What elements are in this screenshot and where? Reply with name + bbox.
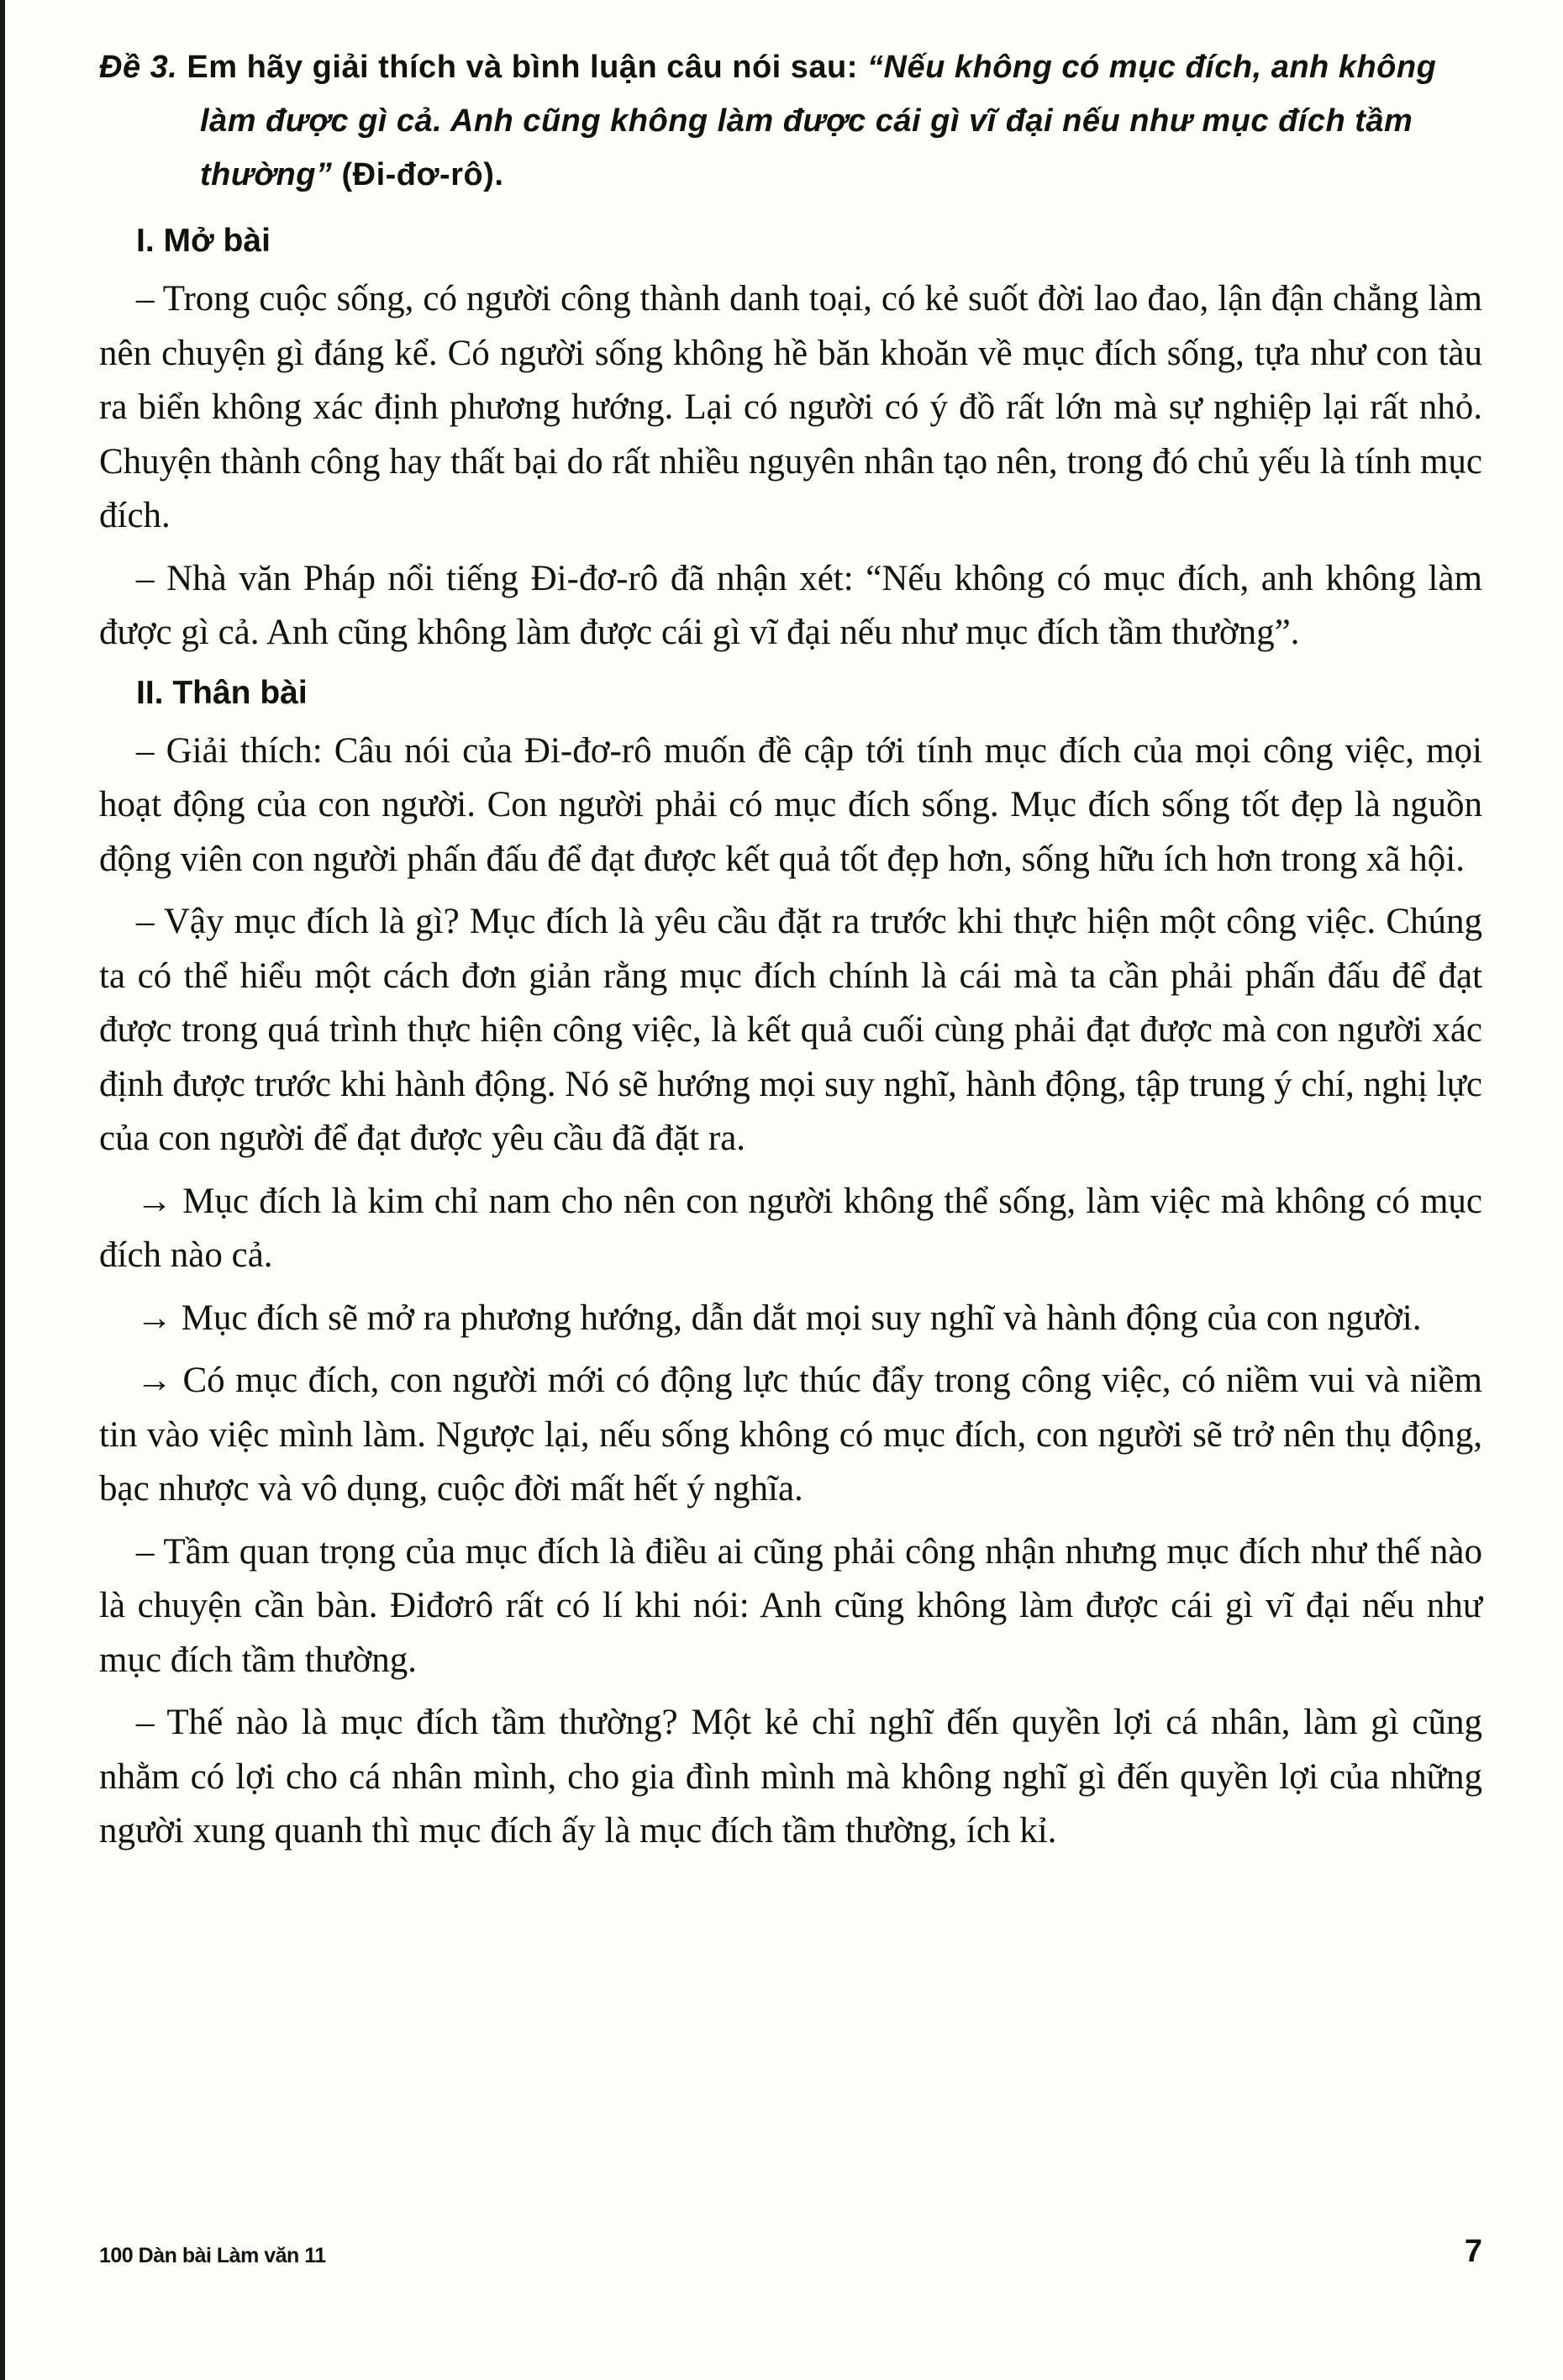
paragraph: → Mục đích sẽ mở ra phương hướng, dẫn dắt mọi suy nghĩ và hành động của con người. — [136, 1298, 1422, 1338]
exercise-quote: “Nếu không có mục đích, anh không làm được gì cả. Anh cũng không làm được cái gì vĩ đại nếu như mục đích tầm thường” — [200, 50, 1437, 192]
footer-book-title: 100 Dàn bài Làm văn 11 — [99, 2244, 326, 2267]
page-footer — [99, 2234, 1482, 2276]
paragraph: – Thế nào là mục đích tầm thường? Một kẻ chỉ nghĩ đến quyền lợi cá nhân, làm gì cũng nhằm có lợi cho cá nhân mình, cho gia đình mình mà không nghĩ gì đến quyền lợi của những người xung quanh thì mục đích ấy là mục đích tầm thường, ích kỉ. — [99, 1703, 1482, 1851]
section-heading: I. Mở bài — [136, 223, 271, 259]
paragraph: → Mục đích là kim chỉ nam cho nên con người không thể sống, làm việc mà không có mục đích nào cả. — [99, 1181, 1482, 1275]
page-number: 7 — [1464, 2234, 1482, 2269]
paragraph: – Giải thích: Câu nói của Đi-đơ-rô muốn đề cập tới tính mục đích của mọi công việc, mọi hoạt động của con người. Con người phải có mục đích sống. Mục đích sống tốt đẹp là nguồn động viên con người phấn đấu để đạt được kết quả tốt đẹp hơn, sống hữu ích hơn trong xã hội. — [99, 730, 1482, 879]
section-intro — [99, 217, 1482, 661]
exercise-quote-author: (Đi-đơ-rô). — [341, 157, 504, 192]
exercise-label: Đề 3. — [99, 50, 178, 85]
paragraph: → Có mục đích, con người mới có động lực thúc đẩy trong công việc, có niềm vui và niềm tin vào việc mình làm. Ngược lại, nếu sống không có mục đích, con người sẽ trở nên thụ động, bạc nhược và vô dụng, cuộc đời mất hết ý nghĩa. — [99, 1361, 1482, 1509]
exercise-prompt — [99, 40, 1482, 202]
section-heading: II. Thân bài — [136, 674, 308, 711]
paragraph: – Tầm quan trọng của mục đích là điều ai cũng phải công nhận nhưng mục đích như thế nào là chuyện cần bàn. Điđơrô rất có lí khi nói: Anh cũng không làm được cái gì vĩ đại nếu như mục đích tầm thường. — [99, 1531, 1482, 1680]
page-content — [99, 40, 1482, 1867]
exercise-instruction: Em hãy giải thích và bình luận câu nói sau: — [187, 50, 858, 85]
paragraph: – Nhà văn Pháp nổi tiếng Đi-đơ-rô đã nhận xét: “Nếu không có mục đích, anh không làm được gì cả. Anh cũng không làm được cái gì vĩ đại nếu như mục đích tầm thường”. — [99, 558, 1482, 652]
scan-edge-shadow — [0, 0, 5, 2380]
paragraph: – Vậy mục đích là gì? Mục đích là yêu cầu đặt ra trước khi thực hiện một công việc. Chúng ta có thể hiểu một cách đơn giản rằng mục đích chính là cái mà ta cần phải phấn đấu để đạt được trong quá trình thực hiện công việc, là kết quả cuối cùng phải đạt được mà con người xác định được trước khi hành động. Nó sẽ hướng mọi suy nghĩ, hành động, tập trung ý chí, nghị lực của con người để đạt được yêu cầu đã đặt ra. — [99, 902, 1482, 1158]
section-body — [99, 669, 1482, 1859]
paragraph: – Trong cuộc sống, có người công thành danh toại, có kẻ suốt đời lao đao, lận đận chẳng làm nên chuyện gì đáng kể. Có người sống không hề băn khoăn về mục đích sống, tựa như con tàu ra biển không xác định phương hướng. Lại có người có ý đồ rất lớn mà sự nghiệp lại rất nhỏ. Chuyện thành công hay thất bại do rất nhiều nguyên nhân tạo nên, trong đó chủ yếu là tính mục đích. — [99, 279, 1482, 535]
